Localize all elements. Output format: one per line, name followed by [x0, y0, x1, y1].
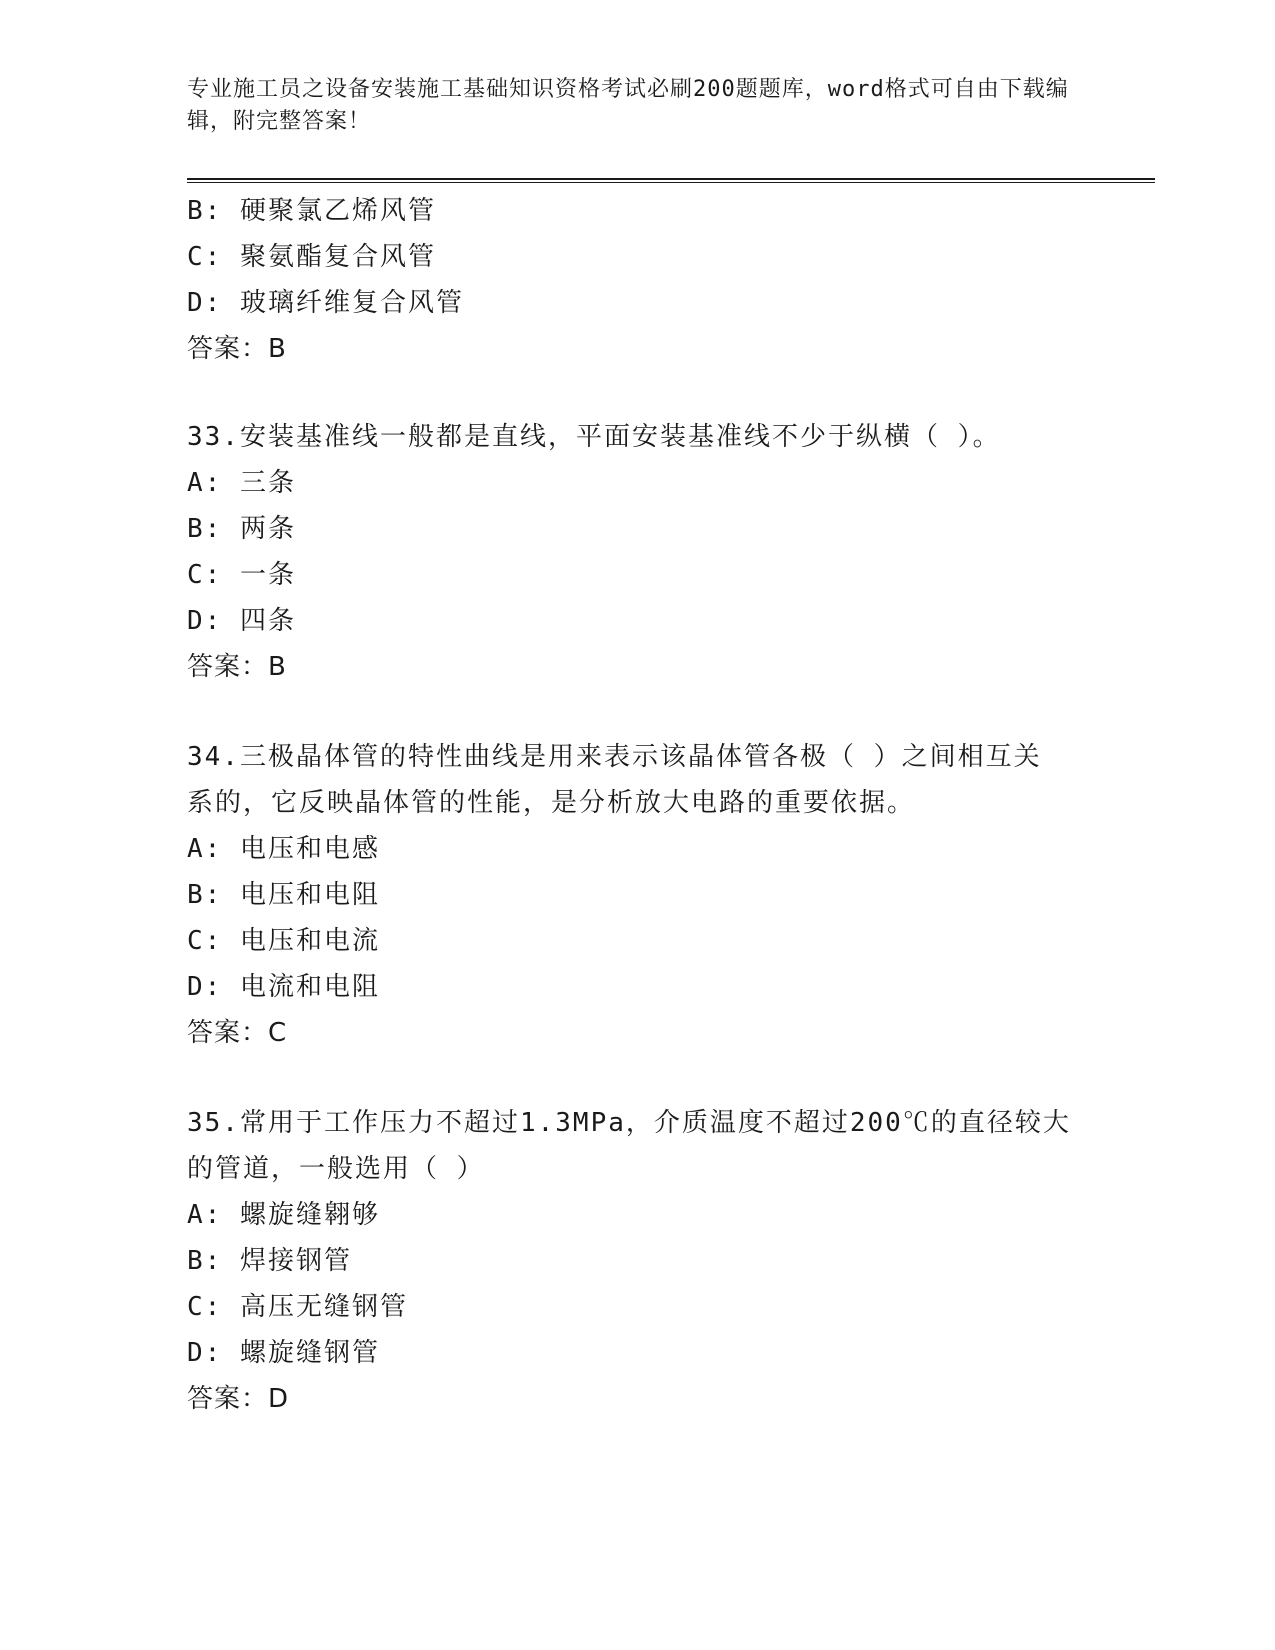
option-c: C: 高压无缝钢管	[187, 1292, 408, 1322]
answer-label: 答案：B	[187, 334, 287, 364]
question-text-line-1: 35.常用于工作压力不超过1.3MPa，介质温度不超过200℃的直径较大	[187, 1108, 1071, 1138]
option-b: B: 硬聚氯乙烯风管	[187, 196, 436, 226]
option-d: D: 电流和电阻	[187, 972, 380, 1002]
option-c: C: 聚氨酯复合风管	[187, 242, 436, 272]
option-d: D: 四条	[187, 606, 296, 636]
question-text: 33.安装基准线一般都是直线，平面安装基准线不少于纵横（ ）。	[187, 422, 1001, 452]
option-b: B: 电压和电阻	[187, 880, 380, 910]
option-b: B: 焊接钢管	[187, 1246, 352, 1276]
answer-label: 答案：D	[187, 1384, 290, 1414]
question-32-continuation	[187, 188, 1077, 372]
question-33	[187, 414, 1077, 690]
option-d: D: 玻璃纤维复合风管	[187, 288, 464, 318]
option-d: D: 螺旋缝钢管	[187, 1338, 380, 1368]
option-c: C: 一条	[187, 560, 296, 590]
question-35	[187, 1100, 1077, 1422]
option-a: A: 电压和电感	[187, 834, 380, 864]
option-c: C: 电压和电流	[187, 926, 380, 956]
option-a: A: 三条	[187, 468, 296, 498]
document-body	[187, 188, 1077, 1422]
option-a: A: 螺旋缝翱够	[187, 1200, 380, 1230]
question-text-line-2: 系的，它反映晶体管的性能，是分析放大电路的重要依据。	[187, 788, 916, 818]
header-divider	[187, 178, 1155, 183]
option-b: B: 两条	[187, 514, 296, 544]
answer-label: 答案：B	[187, 652, 287, 682]
document-header: 专业施工员之设备安装施工基础知识资格考试必刷200题题库，word格式可自由下载编辑，附完整答案！	[187, 77, 1069, 134]
question-34	[187, 734, 1077, 1056]
question-text-line-2: 的管道，一般选用（ ）	[187, 1154, 485, 1184]
question-text-line-1: 34.三极晶体管的特性曲线是用来表示该晶体管各极（ ）之间相互关	[187, 742, 1042, 772]
answer-label: 答案：C	[187, 1018, 288, 1048]
